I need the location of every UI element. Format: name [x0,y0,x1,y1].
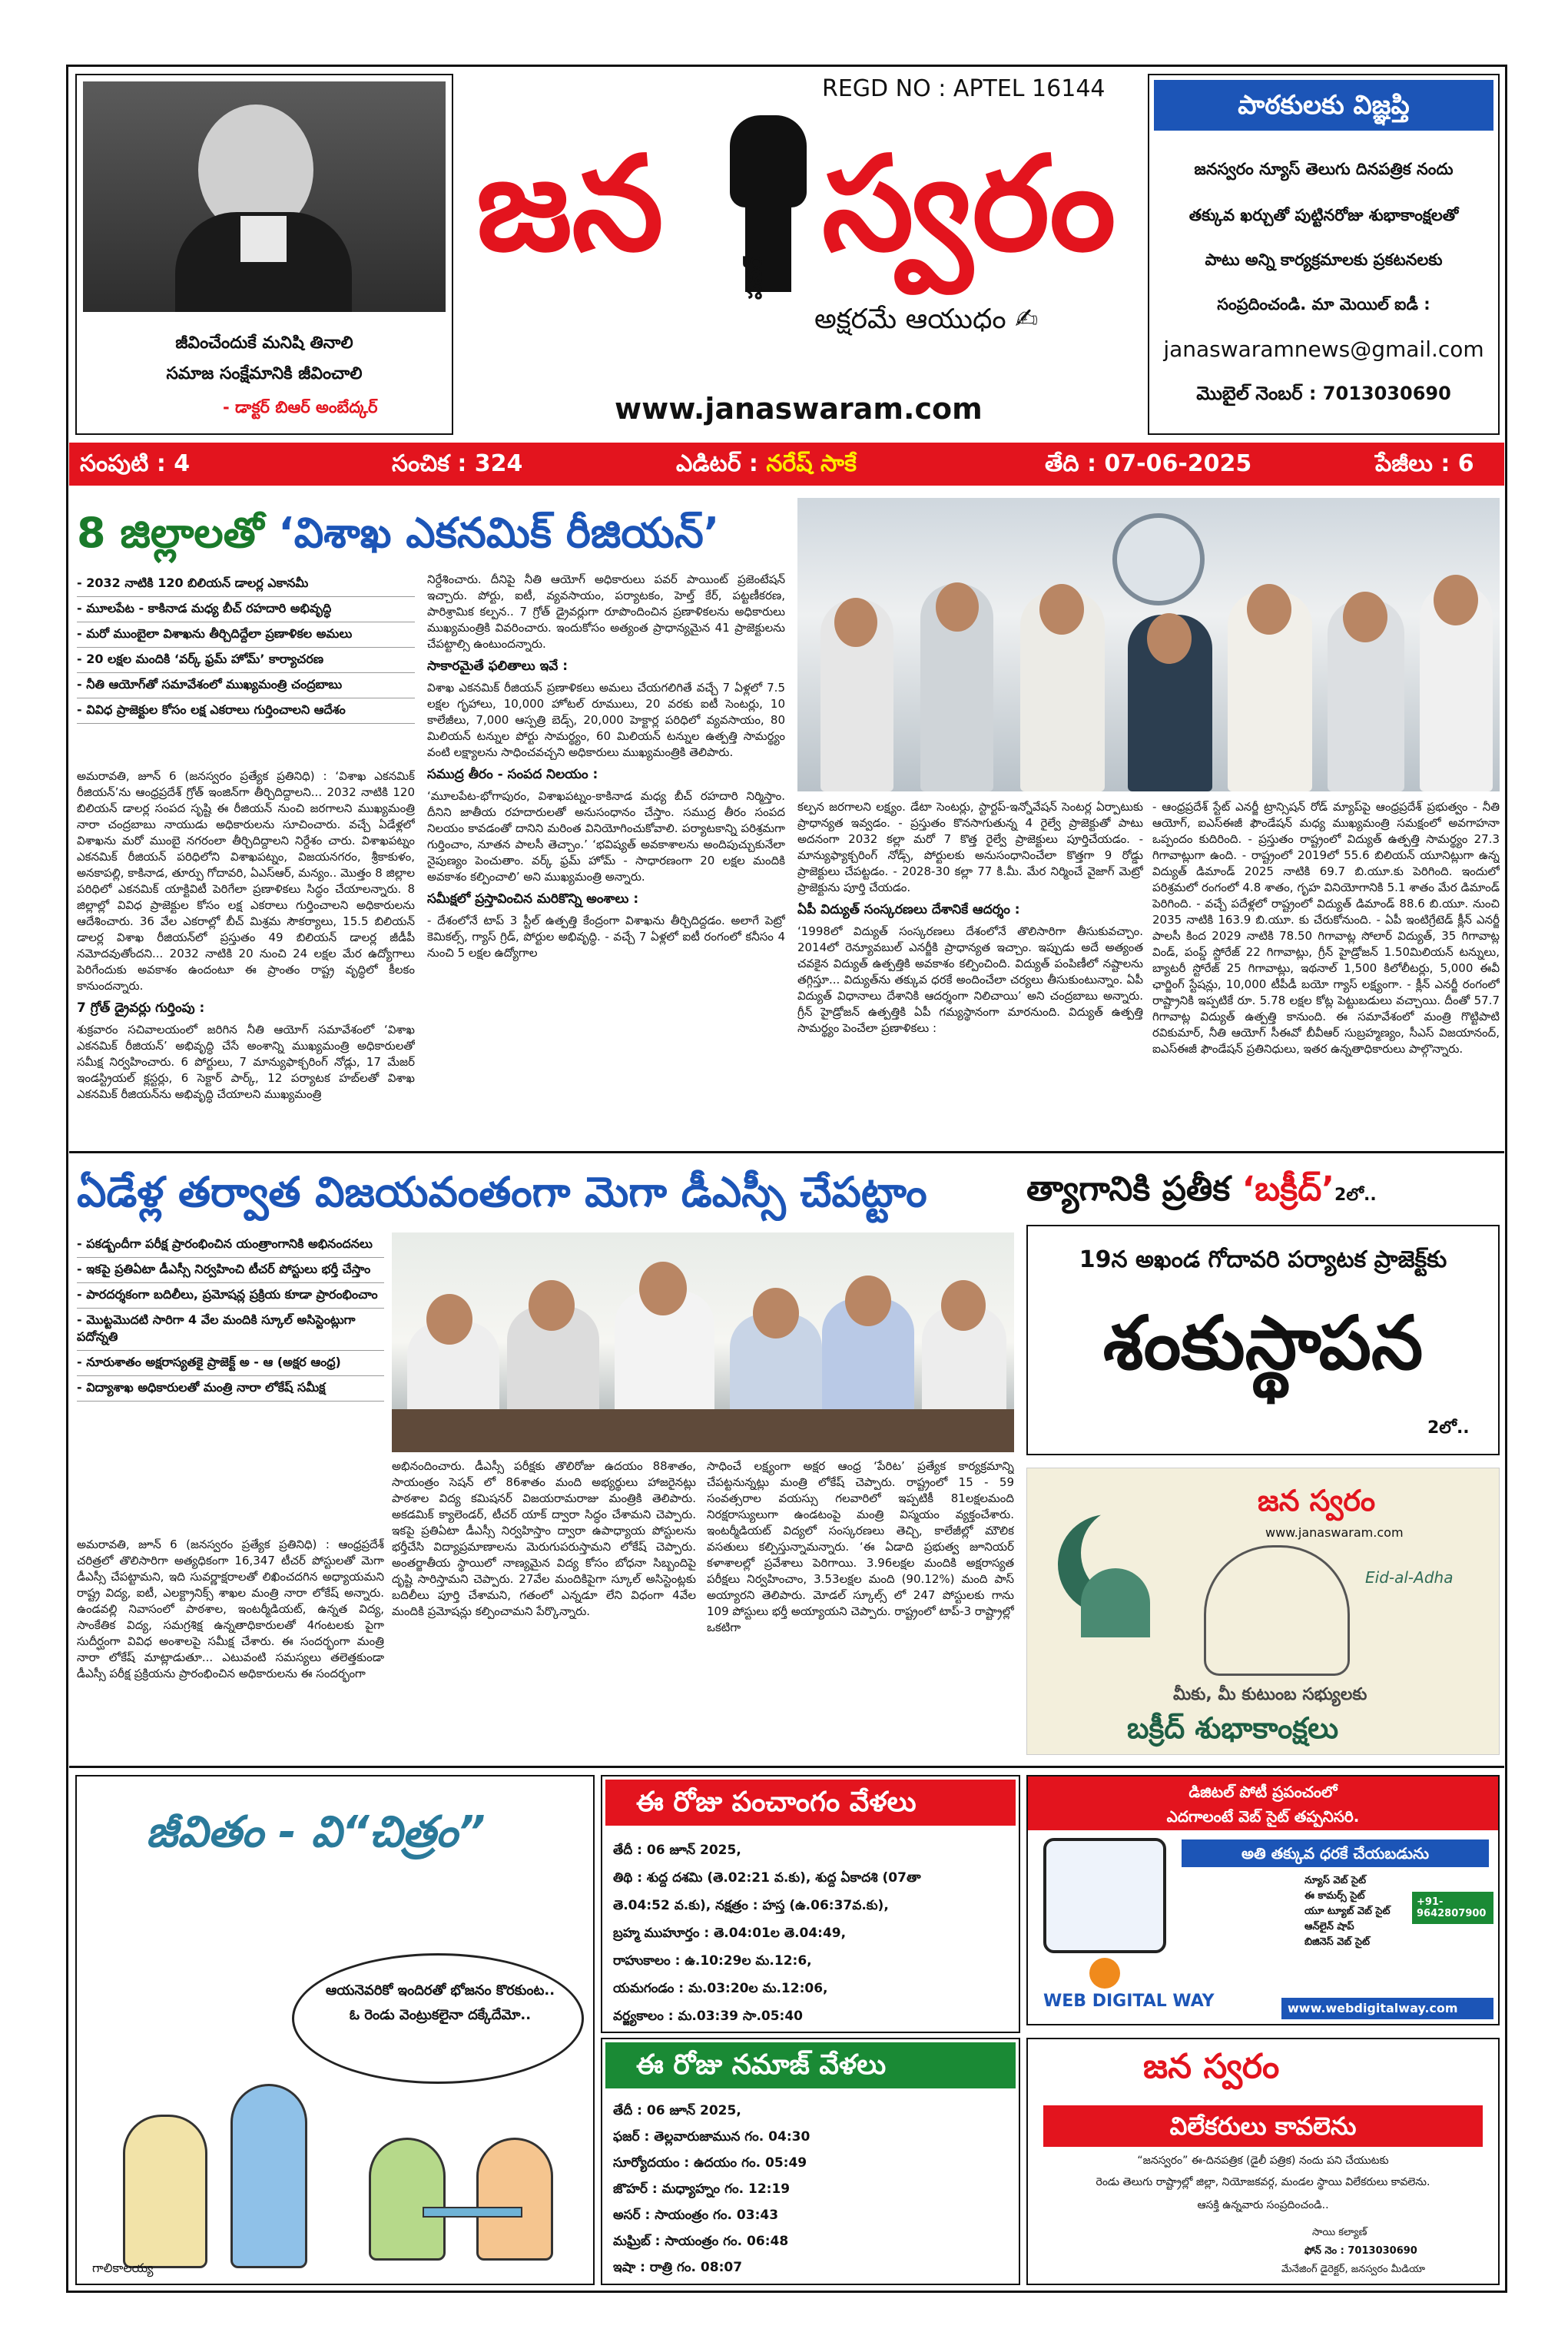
namaz-line: ఇషా : రాత్రి గం. 08:07 [613,2260,743,2275]
cartoon-box [75,1775,595,2285]
namaz-line: అసర్ : సాయంత్రం గం. 03:43 [613,2208,779,2223]
editor-label: ఎడిటర్ : [676,450,767,477]
bakrid-title-a: త్యాగానికి ప్రతీక [1026,1169,1242,1209]
story2-col2 [392,1458,696,1760]
story2-bullet: - మొట్టమొదటి సారిగా 4 వేల మందికి స్కూల్ అసిస్టెంట్లుగా పదోన్నతి [77,1309,384,1351]
web-ad-item: యూ ట్యూబ్ వెబ్ సైట్ [1304,1906,1391,1917]
cartoon-artist: గాలికాలయ్య [92,2261,154,2275]
cartoon-man-standing [230,2084,307,2268]
portrait-caption-1: జీవించేందుకే మనిషి తినాలి [175,333,353,353]
panchangam-line: బ్రహ్మ ముహూర్తం : తె.04:01ల తె.04:49, [613,1926,847,1941]
bakrid-headline [1026,1162,1500,1217]
mosque-icon [1081,1568,1150,1637]
shankusthapana-box [1026,1225,1500,1455]
reporters-ad-name: సాయి కల్యాణ్ [1312,2227,1367,2238]
logo-small: పవర్ [741,256,767,300]
panchangam-line: వర్జ్యకాలం : మ.03:39 సా.05:40 [613,2009,804,2024]
reporters-ad-title: విలేకరులు కావలెను [1043,2105,1483,2147]
info-bar [69,443,1504,486]
tagline: అక్షరమే ఆయుధం ✍ [814,304,1039,335]
story2-bullet: - పారదర్శకంగా బదిలీలు, ప్రమోషన్ల ప్రక్రియ కూడా ప్రారంభించాం [77,1283,384,1309]
panchangam-lines [613,1836,1013,2030]
story1-col3-text: కల్పన జరగాలని లక్ష్యం. డేటా సెంటర్లు, స్టార్టప్-ఇన్నోవేషన్ సెంటర్ల ఏర్పాటుకు ప్రాధాన్యత ఇవ్వడం. - ప్రస్తుతం కొనసాగుతున్న 4 రైల్వే ప్రాజెక్టుతో పాటు అదనంగా 2032 కల్లా మరో 7 కొత్త రైల్వే ప్రాజెక్టులు పూర్తిచేయడం. - మాన్యుఫ్యాక్చరింగ్ నోడ్స్, పోర్టులకు అనుసంధానించేలా కొత్తగా 9 రోడ్డు ప్రాజెక్టులు చేపట్టడం. - 2028-30 కల్లా 77 కి.మీ. మేర నిర్మించే వైజాగ్ మెట్రో ప్రాజెక్టును పూర్తి చేయడం. [797,800,1143,894]
notice-line4: సంప్రదించండి. మా మెయిల్ ఐడీ : [1217,295,1430,313]
story2-bullet: - ఇకపై ప్రతిఏటా డీఎస్సీ నిర్వహించి టీచర్ పోస్టులు భర్తీ చేస్తాం [77,1258,384,1283]
portrait-caption-3: - డాక్టర్ బిఆర్ అంబేద్కర్ [223,398,378,416]
reporters-ad-line2: రెండు తెలుగు రాష్ట్రాల్లో జిల్లా, నియోజకవర్గ, మండల స్థాయి విలేకరులు కావలెను. [1096,2176,1430,2188]
panchangam-line: రాహుకాలం : ఉ.10:29ల మ.12:6, [613,1953,812,1969]
namaz-line: సూర్యోదయం : ఉదయం గం. 05:49 [613,2155,807,2171]
notice-line1: జనస్వరం న్యూస్ తెలుగు దినపత్రిక నందు [1194,160,1454,178]
speech-bubble [292,1953,584,2084]
web-ad-phone: +91-9642807900 [1412,1892,1493,1924]
story1-col1-text2: శుక్రవారం సచివాలయంలో జరిగిన నీతి ఆయోగ్ సమావేశంలో ‘విశాఖ ఎకనమిక్ రీజియన్’ అభివృద్ధి చేసే అంశాన్ని ముఖ్యమంత్రి అధికారులతో సమీక్ష నిర్వహించారు. 6 పోర్టులు, 7 మాన్యుఫాక్చరింగ్ నోడ్లు, 17 మేజర్ ఇండస్ట్రియల్ క్లస్టర్లు, 6 సెక్టార్ పార్క్, 12 పర్యాటక హబ్‌లతో విశాఖ ఎకనమిక్ రీజియన్‌ను అభివృద్ధి చేయాలని ముఖ్యమంత్రి [77,1023,415,1101]
shankusthapana-subhead: 19న అఖండ గోదావరి పర్యాటక ప్రాజెక్ట్‌కు [1079,1246,1447,1273]
story1-col4-text: - ఆంధ్రప్రదేశ్ స్టేట్ ఎనర్జీ ట్రాన్సిషన్ రోడ్ మ్యాప్‌పై ఆంధ్రప్రదేశ్ ప్రభుత్వం - నీతి ఆయోగ్, ఐఎస్‌ఈజీ ఫౌండేషన్ మధ్య ముఖ్యమంత్రి సమక్షంలో అవగాహనా ఒప్పందం కుదిరింది. - ప్రస్తుతం రాష్ట్రంలో విద్యుత్ ఉత్పత్తి సామర్థ్యం 27.3 గిగావాట్లుగా ఉంది. - రాష్ట్రంలో 2019లో 55.6 బిలియన్ యూనిట్లుగా ఉన్న విద్యుత్ డిమాండ్ 2025 నాటికి 69.7 బి.యూ.కు పెరిగింది. ఇందులో పరిశ్రమలో రంగంలో 4.8 శాతం, గృహ వినియోగానికి 5.1 శాతం మేర డిమాండ్ పెరిగింది. - వచ్చే పదేళ్లలో రాష్ట్రంలో విద్యుత్ డిమాండ్ 88.6 బి.యూ. నుంచి 2035 నాటికి 163.9 బి.యూ. కు చేరుకోనుంది. - ఏపీ ఇంటిగ్రేటెడ్ క్లీన్ ఎనర్జీ పాలసీ కింద 2029 నాటికి 78.50 గిగావాట్ల సోలార్ విద్యుత్, 35 గిగావాట్ల విండ్, పంప్డ్ స్టోరేజ్ 22 గిగావాట్లు, గ్రీన్ హైడ్రోజన్ 1.50మిలియన్ టన్నులు, బ్యాటరీ స్టోరేజ్ 25 గిగావాట్లు, ఇథనాల్ 1,500 కిలోలీటర్లు, 5,000 ఈవీ ఛార్జింగ్ స్టేషన్లు, 10,000 టీపీడీ బయో గ్యాస్ లక్ష్యంగా. - క్లీన్ ఎనర్జీ రంగంలో రాష్ట్రానికి ఇప్పటికే రూ. 5.78 లక్షల కోట్ల పెట్టుబడులు వచ్చాయి. దీంతో 57.7 గిగావాట్ల విద్యుత్ ఉత్పత్తి కానుంది. ఈ సమావేశంలో మంత్రి గొట్టిపాటి రవికుమార్, నీతి ఆయోగ్ సీఈవో బీవీఆర్ సుబ్రహ్మణ్యం, సీఎస్ విజయానంద్, ఐఎస్‌ఈజీ ఫౌండేషన్ ప్రతినిధులు, ఇతర ఉన్నతాధికారులు పాల్గొన్నారు. [1152,800,1500,1056]
regd-no: REGD NO : APTEL 16144 [822,75,1106,102]
panchangam-line: తె.04:52 వ.కు), నక్షత్రం : హస్త (ఉ.06:37వ.కు), [613,1898,889,1913]
story1-col2-sub2: సముద్ర తీరం - సంపద నిలయం : [427,767,598,782]
portrait-box [75,74,453,435]
web-digital-logo-icon [1089,1958,1120,1989]
story1-col1 [77,768,415,1145]
reporters-ad-line1: “జనస్వరం” ఈ-దినపత్రిక (డైలీ పత్రిక) నందు పని చేయుటకు [1137,2155,1389,2167]
bakrid-greeting-ad [1026,1468,1500,1755]
web-ad-top2: ఎదగాలంటే వెబ్ సైట్ తప్పనిసరి. [1166,1807,1360,1826]
date: తేది : 07-06-2025 [1045,450,1252,477]
story1-headline [77,503,799,564]
section-divider-2 [69,1766,1504,1768]
web-ad-item: న్యూస్ వెబ్ సైట్ [1304,1875,1367,1886]
story1-col3 [797,799,1143,1145]
story1-col2-sub1: సాకారమైతే ఫలితాలు ఇవే : [427,658,569,674]
story1-col2-sub3: సమీక్షలో ప్రస్తావించిన మరికొన్ని అంశాలు : [427,891,639,907]
issue: సంచిక : 324 [392,450,523,477]
ambedkar-portrait [83,81,446,312]
story2-bullets [77,1232,384,1402]
reporters-ad-logo: జన స్వరం [1143,2047,1280,2086]
story1-col2 [427,572,785,1145]
panchangam-line: తేదీ : 06 జూన్ 2025, [613,1843,741,1858]
shankusthapana-ref: 2లో.. [1427,1418,1470,1438]
web-ad-brand: WEB DIGITAL WAY [1043,1992,1215,2011]
editor [676,443,857,486]
cartoon-table [423,2207,522,2218]
story1-col2-text4: - దేశంలోనే టాప్ 3 స్టీల్ ఉత్పత్తి కేంద్రంగా విశాఖను తీర్చిదిద్దడం. అలాగే పెట్రో కెమికల్స్, గ్యాస్ గ్రిడ్, పోర్టుల అభివృద్ధి. - వచ్చే 7 ఏళ్లలో ఐటీ రంగంలో కనీసం 4 నుంచి 5 లక్షల ఉద్యోగాల [427,914,785,960]
reporters-ad-line3: ఆసక్తి ఉన్నవారు సంప్రదించండి.. [1197,2199,1329,2211]
story1-bullet: - వివిధ ప్రాజెక్టుల కోసం లక్ష ఎకరాలు గుర్తించాలని ఆదేశం [77,698,415,724]
namaz-line: తేదీ : 06 జూన్ 2025, [613,2103,741,2118]
notice-line2: తక్కువ ఖర్చుతో పుట్టినరోజు శుభాకాంక్షలతో [1188,206,1459,224]
story2-col3 [707,1458,1014,1760]
web-ad-items [1304,1873,1412,1950]
story1-col3-sub: ఏపీ విద్యుత్ సంస్కరణలు దేశానికే ఆదర్శం : [797,902,1020,917]
logo-text-left: జన [476,127,664,280]
reporters-wanted-ad [1026,2038,1500,2285]
web-ad-top1: డిజిటల్ పోటీ ప్రపంచంలో [1188,1783,1338,1801]
web-ad-top [1028,1776,1498,1830]
panchangam-title: ఈ రోజు పంచాంగం వేళలు [605,1780,1016,1826]
reporters-ad-role: మేనేజింగ్ డైరెక్టర్, జనస్వరం మీడియా [1281,2264,1426,2275]
shankusthapana-title: శంకుస్థాపన [1102,1300,1424,1386]
namaz-box [601,2038,1020,2285]
story1-bullet: - నీతి ఆయోగ్‌తో సమావేశంలో ముఖ్యమంత్రి చంద్రబాబు [77,673,415,698]
bakrid-title-b: ‘బక్రీద్’ [1241,1169,1335,1209]
story2-bullet: - పకడ్బందీగా పరీక్ష ప్రారంభించిన యంత్రాంగానికి అభినందనలు [77,1232,384,1258]
notice-email[interactable]: janaswaramnews@gmail.com [1163,337,1484,362]
bakrid-ad-logo: జన స్వరం [1258,1484,1376,1518]
notice-title: పాఠకులకు విజ్ఞప్తి [1154,80,1493,131]
story1-bullets [77,572,415,724]
website[interactable]: www.janaswaram.com [615,392,983,426]
reporters-ad-phone: ఫోన్ నెం : 7013030690 [1304,2245,1417,2257]
namaz-line: ఫజర్ : తెల్లవారుజామున గం. 04:30 [613,2129,811,2145]
notice-line3: పాటు అన్ని కార్యక్రమాలకు ప్రకటనలకు [1205,250,1443,269]
panchangam-box [601,1775,1020,2033]
web-ad-item: ఆన్‌లైన్ షాప్ [1304,1921,1354,1932]
web-ad-item: ఈ కామర్స్ సైట్ [1304,1890,1365,1902]
story1-headline-b: ‘విశాఖ ఎకనమిక్ రీజియన్’ [278,509,720,557]
state-emblem-icon [1112,513,1205,605]
web-ad-item: బిజినెస్ వెబ్ సైట్ [1304,1936,1370,1948]
cm-mou-photo [797,498,1500,791]
story2-col1-text: అమరావతి, జూన్ 6 (జనస్వరం ప్రత్యేక ప్రతినిధి) : ఆంధ్రప్రదేశ్ చరిత్రలో తొలిసారిగా అత్యధికంగా 16,347 టీచర్ పోస్టులతో మెగా డీఎస్సీ చేపట్టామని, ఇది సువర్ణాక్షరాలతో లిఖించదగిన అధ్యాయమని రాష్ట్ర విద్య, ఐటీ, ఎలక్ట్రానిక్స్ శాఖల మంత్రి నారా లోకేష్ అన్నారు. ఉండవల్లి నివాసంలో పాఠశాల, ఇంటర్మీడియట్, ఉన్నత విద్య, సాంకేతిక విద్య, సమగ్రశిక్ష ఉన్నతాధికారులతో 4గంటలకు పైగా సుదీర్ఘంగా వివిధ అంశాలపై సమీక్ష చేశారు. ఈ సందర్భంగా మంత్రి నారా లోకేష్ మాట్లాడుతూ... ఎటువంటి సమస్యలు తలెత్తకుండా డీఎస్సీ పరీక్ష ప్రక్రియను ప్రారంభించిన అధికారులను ఈ సందర్భంగా [77,1538,384,1680]
story1-headline-a: 8 జిల్లాలతో [77,509,279,557]
story1-col2-text: నిర్దేశించారు. దీనిపై నీతి ఆయోగ్ అధికారులు పవర్ పాయింట్ ప్రజెంటేషన్ ఇచ్చారు. పోర్టు, ఐటీ, వ్యవసాయం, పర్యాటకం, హెల్త్ కేర్, పట్టణీకరణ, పారిశ్రామిక కల్పన.. 7 గ్రోత్ డ్రైవర్లుగా రూపొందించిన ప్రణాళికలను అధికారులు ముఖ్యమంత్రికి వివరించారు. ఇందుకోసం అత్యంత ప్రాధాన్యమైన 41 ప్రాజెక్టులను చేపట్టాల్సి ఉంటుందన్నారు. [427,572,785,651]
story1-bullet: - 20 లక్షల మందికి ‘వర్క్ ఫ్రమ్ హోమ్’ కార్యాచరణ [77,648,415,673]
story2-col1 [77,1537,384,1760]
cartoon-man-seated-2 [476,2138,553,2261]
namaz-title: ఈ రోజు నమాజ్ వేళలు [605,2042,1016,2088]
panchangam-line: తిథి : శుద్ద దశమి (తె.02:21 వ.కు), శుద్ద ఏకాదశి (07తా [613,1870,921,1886]
pages: పేజీలు : 6 [1375,450,1474,477]
bakrid-ad-eid: Eid-al-Adha [1365,1568,1454,1587]
namaz-line: మఘ్రిబ్ : సాయంత్రం గం. 06:48 [613,2234,789,2249]
panchangam-line: యమగండం : మ.03:20ల మ.12:06, [613,1981,828,1996]
story1-col2-text2: విశాఖ ఎకనమిక్ రీజియన్ ప్రణాళికలు అమలు చేయగలిగితే వచ్చే 7 ఏళ్లలో 7.5 లక్షల గృహాలు, 10,000 హోటల్ రూములు, 20 వరకు ఐటీ సెంటర్లు, 10 కాలేజీలు, 7,000 ఆస్పత్రి బెడ్స్, 20,000 హెక్టార్ల పరిధిలో వ్యవసాయం, 80 మిలియన్ టన్నుల పోర్టు సామర్థ్యం, 60 మిలియన్ టన్నుల ఉత్పత్తి సామర్థ్యం వంటి లక్ష్యాలను సాధించవచ్చని అధికారులు ముఖ్యమంత్రికి తెలిపారు. [427,681,785,759]
lokesh-meeting-photo [392,1232,1014,1452]
story1-bullet: - మరో ముంబైలా విశాఖను తీర్చిదిద్దేలా ప్రణాళికల అమలు [77,622,415,648]
bakrid-title-ref: 2లో.. [1334,1186,1377,1205]
namaz-lines [613,2098,1013,2281]
cartoon-bubble-text: ఆయనెవరికో ఇందిరతో భోజనం కొరకుంట.. ఓ రెండు వెంట్రుకలైనా దక్కేదేమో.. [325,1982,555,2023]
story1-bullet: - 2032 నాటికి 120 బిలియన్ డాలర్ల ఎకానమీ [77,572,415,597]
portrait-caption-2: సమాజ సంక్షేమానికి జీవించాలి [166,364,363,383]
story1-bullet: - మూలపేట - కాకినాడ మధ్య బీచ్ రహదారి అభివృద్ధి [77,597,415,622]
phone-mockup [1043,1838,1166,1953]
story2-col2-text: అభినందించారు. డీఎస్సీ పరీక్షకు తొలిరోజు ఉదయం 88శాతం, సాయంత్రం సెషన్ లో 86శాతం మంది అభ్యర్థులు హాజరైనట్లు పాఠశాల విద్య కమిషనర్ విజయరామరాజు మంత్రికి తెలిపారు. అకడమిక్ క్యాలెండర్, టీచర్ యాక్ ద్వారా సిద్ధం చేశామని చెప్పారు. ఇకపై ప్రతిఏటా డీఎస్సీ నిర్వహిస్తాం ద్వారా ఉపాధ్యాయ పోస్టులను భర్తీచేసి విద్యాప్రమాణాలను మెరుగుపరుస్తామని లోకేష్ చెప్పారు. అంతర్జాతీయ స్థాయిలో నాణ్యమైన విద్య కోసం బోధనా సిబ్బందిపై దృష్టి సారిస్తామని చెప్పారు. 27వేల మందికిపైగా స్కూల్ అసిస్టెంట్లకు బదిలీలు పూర్తి చేశామని, గతంలో ఎన్నడూ లేని విధంగా 4వేల మందికి ప్రమోషన్లు కల్పించామని పేర్కొన్నారు. [392,1459,696,1618]
story1-col3-text2: ‘1998లో విద్యుత్ సంస్కరణలు దేశంలోనే తొలిసారిగా తీసుకువచ్చాం. 2014లో రెన్యూవబుల్ ఎనర్జీకి ప్రాధాన్యత ఇచ్చాం. ఇప్పుడు అదే అత్యంత చవకైన విద్యుత్ ఉత్పత్తికి అవకాశం కల్పించింది. విద్యుత్ పంపిణీలో నష్టాలను తగ్గిస్తూ... విద్యుత్‌ను తక్కువ ధరకే అందించేలా చర్యలు తీసుకుంటున్నాం. ఏపీ విద్యుత్ విధానాలు దేశానికి ఆదర్శంగా నిలిచాయి’ అని చంద్రబాబు అన్నారు. గ్రీన్ హైడ్రోజన్ ఉత్పత్తికి ఏపీ గమ్యస్థానంగా మారనుంది. విద్యుత్ ఉత్పత్తి సామర్థ్యం పెంచేలా ప్రణాళికలు : [797,924,1143,1035]
web-ad-url[interactable]: www.webdigitalway.com [1281,1998,1493,2019]
story1-col2-text3: ‘మూలపేట-భోగాపురం, విశాఖపట్నం-కాకినాడ మధ్య బీచ్ రహదారి నిర్మిస్తాం. దీనిని జాతీయ రహదారులతో అనుసంధానం చేస్తాం. సముద్ర తీరం సంపద నిలయం కావడంతో దానిని మరింత వినియోగించుకోవాలి. పర్యాటకాన్ని పరిశ్రమగా గుర్తించాం, నూతన పాలసీ తెచ్చాం.’ ‘భవిష్యత్ అవకాశాలను అందిపుచ్చుకునేలా నైపుణ్యం పెంచుతాం. వర్క్ ఫ్రమ్ హోమ్ - సాధారణంగా 20 లక్షల మందికి అవకాశం కల్పించాలి’ అని ముఖ్యమంత్రి అన్నారు. [427,789,785,884]
bakrid-ad-site[interactable]: www.janaswaram.com [1265,1525,1404,1540]
web-digital-ad [1026,1775,1500,2025]
bakrid-ad-line1: మీకు, మీ కుటుంబ సభ్యులకు [1173,1685,1367,1704]
bakrid-ad-line2: బక్రీద్ శుభాకాంక్షలు [1127,1711,1339,1745]
editor-name: నరేష్ సాకే [766,450,857,477]
logo-text-right: స్వరం [822,127,1116,280]
story2-bullet: - నూరుశాతం అక్షరాస్యతకై ప్రాజెక్ట్ అ - ఆ (అక్షర ఆంధ్ర) [77,1351,384,1376]
story2-bullet: - విద్యాశాఖ అధికారులతో మంత్రి నారా లోకేష్ సమీక్ష [77,1376,384,1402]
cartoon-man-seated-1 [369,2138,446,2261]
web-ad-band: అతి తక్కువ ధరకే చేయబడును [1182,1839,1489,1867]
story1-col4 [1152,799,1500,1145]
cartoon-man-left [123,2115,207,2268]
volume: సంపుటి : 4 [80,450,191,477]
story2-headline: ఏడేళ్ల తర్వాత విజయవంతంగా మెగా డీఎస్సీ చేపట్టాం [77,1168,927,1216]
story2-col3-text: సాధించే లక్ష్యంగా అక్షర ఆంధ్ర ‘పేరిట’ ప్రత్యేక కార్యక్రమాన్ని చేపట్టనున్నట్లు మంత్రి లోకేష్ చెప్పారు. రాష్ట్రంలో 15 - 59 సంవత్సరాల వయస్సు గలవారిలో ఇప్పటికీ 81లక్షలమంది నిరక్షరాస్యులుగా ఉండటంపై మంత్రి విస్మయం వ్యక్తంచేశారు. ఇంటర్మీడియట్ విద్యలో సంస్కరణలు తెచ్చి, కాలేజీల్లో మౌలిక వసతులు కల్పిస్తున్నామన్నారు. ‘ఈ ఏడాది ప్రభుత్వ జూనియర్ కళాశాలల్లో ప్రవేశాలు పెరిగాయి. 3.96లక్షల మందికి అక్షరాస్యత పరీక్షలు నిర్వహించాం, 3.53లక్షల మంది (90.12%) మంది పాస్ అయ్యారని తెలిపారు. మోడల్ స్కూల్స్ లో 247 పోస్టులకు గాను 109 పోస్టులు భర్తీ అయ్యాయని చెప్పారు. రాష్ట్రంలో టాప్-3 రాష్ట్రాల్లో ఒకటిగా [707,1459,1014,1634]
namaz-line: జొహర్ : మధ్యాహ్నం గం. 12:19 [613,2181,791,2197]
cartoon-title: జీవితం - వి“చిత్రం” [146,1807,486,1857]
story1-col1-text: అమరావతి, జూన్ 6 (జనస్వరం ప్రత్యేక ప్రతినిధి) : ‘విశాఖ ఎకనమిక్ రీజియన్’ను ఆంధ్రప్రదేశ్ గ్రోత్ ఇంజిన్‌గా తీర్చిదిద్దాలని... 2032 నాటికి 120 బిలియన్ డాలర్ల సంపద సృష్టి ఈ రీజియన్ నుంచి జరగాలని ముఖ్యమంత్రి నారా చంద్రబాబు నాయుడు అధికారులను సూచించారు. వచ్చే ఏడేళ్లలో విశాఖను మరో ముంబై నగరంలా తీర్చిదిద్దాలని నిర్దేశం చారు. విశాఖపట్నం ఎకనమిక్ రీజియన్ పరిధిలోని విశాఖపట్నం, విజయనగరం, శ్రీకాకుళం, అనకాపల్లి, కాకినాడ, తూర్పు గోదావరి, ఏఎస్ఆర్, మన్యం.. మొత్తం 8 జిల్లాల పరిధిలో ఎకనమిక్ యాక్టివిటీ పెరిగేలా ప్రణాళికలు సిద్ధం చేయాలన్నారు. 8 జిల్లాల్లో వివిధ ప్రాజెక్టుల కోసం లక్ష ఎకరాలు గుర్తించాలని అధికారులను ఆదేశించారు. 36 వేల ఎకరాల్లో బీచ్ మిశ్రమ సౌకర్యాలు, 15.5 బిలియన్ డాలర్ల విశాఖ రీజియన్‌లో ప్రస్తుతం 49 బిలియన్ డాలర్ల జీడీపీ నమోదవుతోందని... 2032 నాటికి 20 నుంచి 24 లక్షల మేర ఉద్యోగాలు పెరిగేందుకు అవకాశం ఉందంటూ ఈ ప్రాంతం రాష్ట్ర వృద్ధిలో కీలకం కానుందన్నారు. [77,769,415,993]
embrace-illustration [1204,1545,1350,1676]
notice-box [1148,74,1500,435]
section-divider [69,1151,1504,1153]
story1-col1-sub: 7 గ్రోత్ డ్రైవర్లు గుర్తింపు : [77,1000,205,1016]
notice-mobile: మొబైల్ నెంబర్ : 7013030690 [1196,383,1451,404]
